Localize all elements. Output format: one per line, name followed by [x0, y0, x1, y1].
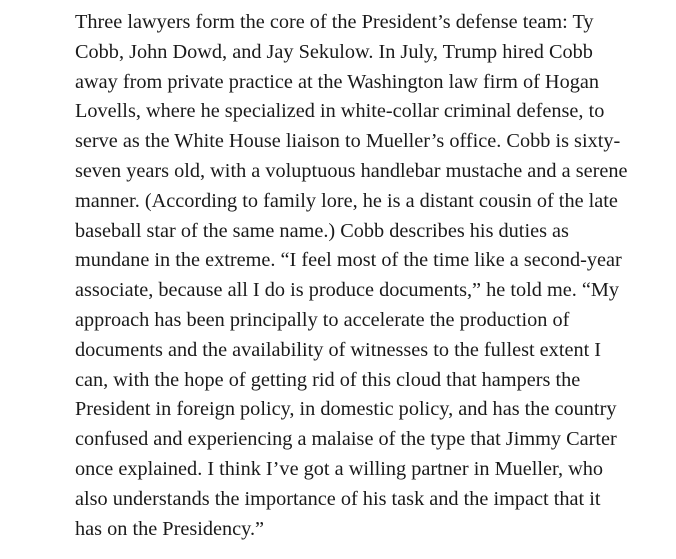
- paragraph-line: mundane in the extreme. “I feel most of the time like a second-year: [75, 249, 622, 272]
- paragraph-line: Lovells, where he specialized in white-collar criminal defense, to: [75, 100, 605, 123]
- paragraph-line: can, with the hope of getting rid of this cloud that hampers the: [75, 368, 581, 391]
- paragraph-line: approach has been principally to accelerate the production of: [75, 308, 570, 331]
- paragraph-line: documents and the availability of witnesses to the fullest extent I: [75, 338, 602, 361]
- paragraph-line: seven years old, with a voluptuous handlebar mustache and a serene: [75, 159, 628, 182]
- paragraph-line: confused and experiencing a malaise of the type that Jimmy Carter: [75, 428, 617, 451]
- paragraph-line: baseball star of the same name.) Cobb describes his duties as: [75, 219, 569, 242]
- paragraph-line: also understands the importance of his task and the impact that it: [75, 487, 601, 510]
- article-paragraph: [75, 8, 675, 544]
- article-body: [75, 8, 675, 544]
- paragraph-line: serve as the White House liaison to Mueller’s office. Cobb is sixty-: [75, 130, 621, 153]
- paragraph-line: has on the Presidency.”: [75, 517, 265, 540]
- paragraph-line: Three lawyers form the core of the President’s defense team: Ty: [75, 11, 594, 33]
- paragraph-line: President in foreign policy, in domestic policy, and has the country: [75, 398, 617, 421]
- paragraph-line: Cobb, John Dowd, and Jay Sekulow. In July, Trump hired Cobb: [75, 40, 593, 63]
- paragraph-line: away from private practice at the Washington law firm of Hogan: [75, 70, 599, 93]
- paragraph-line: associate, because all I do is produce documents,” he told me. “My: [75, 279, 620, 302]
- paragraph-line: manner. (According to family lore, he is a distant cousin of the late: [75, 189, 618, 212]
- paragraph-line: once explained. I think I’ve got a willing partner in Mueller, who: [75, 457, 604, 480]
